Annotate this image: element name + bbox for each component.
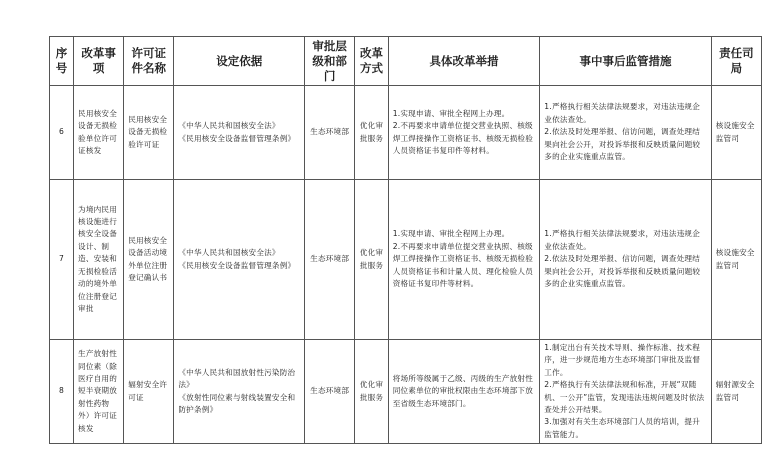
cell-license: 民用核安全设备活动境外单位注册登记确认书 [124,180,174,340]
cell-seq: 7 [50,180,74,340]
reform-table-page [49,36,762,444]
cell-license: 辐射安全许可证 [124,340,174,444]
table-row [50,180,762,340]
cell-supervision [540,86,711,180]
header-supervision: 事中事后监管措施 [540,37,711,86]
supervision-item: 1.严格执行相关法律法规要求，对违法违规企业依法查处。 [544,229,701,251]
measure-item: 将场所等级属于乙级、丙级的生产放射性同位素单位的审批权限由生态环境部下放至省级生态环境部门。 [392,374,533,408]
cell-level: 生态环境部 [305,180,355,340]
basis-line: 《中华人民共和国放射性污染防治法》 [178,367,296,390]
cell-basis [174,340,305,444]
supervision-item: 3.加强对有关生态环境部门人员的培训，提升监管能力。 [544,417,701,439]
cell-supervision [540,180,711,340]
table-row [50,86,762,180]
cell-item: 民用核安全设备无损检验单位许可证核发 [74,86,124,180]
cell-measures [388,180,540,340]
measure-item: 2.不再要求申请单位提交营业执照、核级焊工焊接操作工资格证书、核级无损检验人员资格证书和计量人员、理化检验人员资格证书复印件等材料。 [392,241,533,289]
basis-line: 《民用核安全设备监督管理条例》 [178,133,296,143]
cell-item: 生产放射性同位素（除医疗自用的短半衰期放射性药物外）许可证核发 [74,340,124,444]
header-dept: 责任司局 [711,37,761,86]
header-license: 许可证件名称 [124,37,174,86]
header-measures: 具体改革举措 [388,37,540,86]
cell-level: 生态环境部 [305,340,355,444]
header-method: 改革方式 [355,37,388,86]
supervision-item: 1.严格执行相关法律法规要求，对违法违规企业依法查处。 [544,102,701,124]
cell-seq: 8 [50,340,74,444]
header-level: 审批层级和部门 [305,37,355,86]
measure-item: 2.不再要求申请单位提交营业执照、核级焊工焊接操作工资格证书、核级无损检验人员资格证书复印件等材料。 [392,121,533,155]
cell-item: 为境内民用核设施进行核安全设备设计、制造、安装和无损检验活动的境外单位注册登记审批 [74,180,124,340]
table-header-row [50,37,762,86]
cell-supervision [540,340,711,444]
cell-measures [388,340,540,444]
cell-dept: 核设施安全监管司 [711,86,761,180]
cell-method: 优化审批服务 [355,86,388,180]
cell-measures [388,86,540,180]
cell-basis [174,180,305,340]
reform-table [49,36,762,444]
cell-dept: 辐射源安全监管司 [711,340,761,444]
cell-level: 生态环境部 [305,86,355,180]
basis-line: 《民用核安全设备监督管理条例》 [178,260,296,270]
supervision-item: 2.依法及时处理举报、信访问题，调查处理结果向社会公开，对投诉举报和反映质量问题较多的企业实施重点监管。 [544,254,701,289]
cell-basis [174,86,305,180]
header-item: 改革事项 [74,37,124,86]
supervision-item: 1.制定出台有关技术导则、操作标准、技术程序，进一步规范地方生态环境部门审批及监督工作。 [544,343,701,377]
basis-line: 《中华人民共和国核安全法》 [178,121,280,131]
table-row [50,340,762,444]
supervision-item: 2.依法及时处理举报、信访问题，调查处理结果向社会公开，对投诉举报和反映质量问题较多的企业实施重点监管。 [544,127,701,162]
measure-item: 1.实现申请、审批全程网上办理。 [392,229,510,239]
cell-method: 优化审批服务 [355,340,388,444]
basis-line: 《放射性同位素与射线装置安全和防护条例》 [178,392,296,415]
header-seq: 序号 [50,37,74,86]
basis-line: 《中华人民共和国核安全法》 [178,248,280,258]
supervision-item: 2.严格执行有关法律法规和标准，开展“双随机、一公开”监管，发现违法违规问题及时依法查处并公开结果。 [544,380,705,415]
cell-method: 优化审批服务 [355,180,388,340]
cell-license: 民用核安全设备无损检验许可证 [124,86,174,180]
header-basis: 设定依据 [174,37,305,86]
cell-seq: 6 [50,86,74,180]
cell-dept: 核设施安全监管司 [711,180,761,340]
measure-item: 1.实现申请、审批全程网上办理。 [392,108,510,118]
